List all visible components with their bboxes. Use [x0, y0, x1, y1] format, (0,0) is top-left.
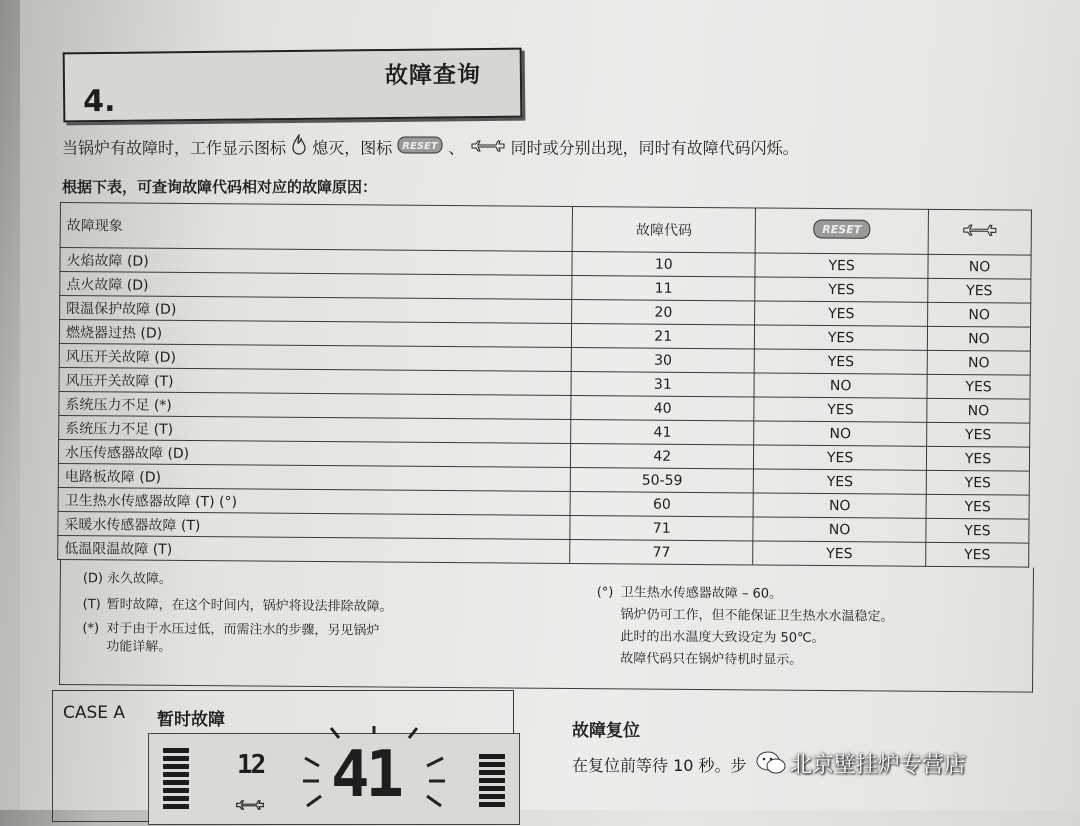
code-cell: 40	[571, 396, 754, 421]
fault-cell: 风压开关故障 (T)	[59, 367, 572, 395]
header-reset	[755, 208, 928, 254]
reset-cell: YES	[753, 541, 926, 566]
wrench-cell: YES	[926, 470, 1029, 495]
svg-text:RESET: RESET	[402, 141, 439, 152]
reset-cell: NO	[753, 517, 926, 542]
fault-cell: 火焰故障 (D)	[60, 248, 573, 276]
lcd-small-digits: 12	[237, 750, 265, 780]
wrench-cell: YES	[927, 374, 1030, 399]
fault-cell: 系统压力不足 (*)	[59, 391, 572, 419]
code-cell: 31	[571, 372, 754, 397]
wrench-icon	[962, 223, 998, 237]
wrench-cell: NO	[927, 398, 1030, 423]
svg-text:RESET: RESET	[822, 222, 862, 237]
wrench-cell: YES	[926, 494, 1029, 519]
reset-cell: YES	[753, 469, 926, 494]
fault-cell: 燃烧器过热 (D)	[59, 320, 572, 348]
wrench-cell: YES	[926, 446, 1029, 471]
lcd-display	[148, 733, 520, 825]
reset-cell: NO	[754, 373, 927, 398]
code-cell: 60	[570, 492, 753, 517]
reset-cell: NO	[754, 421, 927, 446]
wrench-cell: NO	[928, 254, 1031, 279]
fault-cell: 采暖水传感器故障 (T)	[58, 511, 571, 539]
header-code: 故障代码	[573, 207, 756, 253]
code-cell: 50-59	[571, 468, 754, 493]
code-cell: 21	[572, 324, 755, 349]
fault-cell: 风压开关故障 (D)	[59, 343, 572, 371]
wrench-icon	[470, 138, 506, 157]
fault-cell: 低温限温故障 (T)	[58, 535, 571, 563]
header-fault: 故障现象	[60, 203, 573, 252]
right-level-bars	[479, 754, 505, 810]
fault-cell: 电路板故障 (D)	[58, 463, 571, 491]
note-permanent: (D) 永久故障。	[82, 571, 172, 587]
section-title: 故障查询	[384, 62, 482, 90]
note-dhw-sensor: (°) 卫生热水传感器故障 – 60。 锅炉仍可工作，但不能保证卫生热水水温稳定。 此时的出水温度大致设定为 50℃。 故障代码只在锅炉待机时显示。	[596, 585, 894, 668]
reset-cell: NO	[753, 493, 926, 518]
reset-icon	[397, 135, 443, 159]
reset-cell: YES	[754, 445, 927, 470]
reset-cell: YES	[754, 397, 927, 422]
wrench-cell: YES	[926, 518, 1029, 543]
table-header-row	[60, 203, 1031, 256]
reset-cell: YES	[754, 349, 927, 374]
fault-code-table	[57, 202, 1032, 568]
wechat-icon	[756, 750, 786, 780]
reset-cell: YES	[755, 325, 928, 350]
case-label: CASE A	[63, 703, 126, 723]
reset-cell: YES	[755, 277, 928, 302]
wrench-cell: NO	[927, 326, 1030, 351]
case-title: 暂时故障	[157, 710, 225, 730]
reset-section-title: 故障复位	[572, 721, 640, 741]
wrench-cell: YES	[926, 542, 1029, 567]
section-number: 4.	[82, 83, 116, 120]
code-cell: 10	[572, 252, 755, 277]
intro-part2: 熄灭，图标	[312, 138, 393, 158]
reset-icon	[813, 217, 871, 241]
table-caption: 根据下表，可查询故障代码相对应的故障原因：	[62, 178, 378, 196]
left-level-bars	[163, 748, 189, 812]
code-cell: 41	[571, 420, 754, 445]
wrench-cell: YES	[927, 422, 1030, 447]
note-temporary: (T) 暂时故障，在这个时间内，锅炉将设法排除故障。	[82, 597, 393, 615]
note-low-pressure: (*) 对于由于水压过低，而需注水的步骤，另见锅炉 功能详解。	[82, 621, 380, 655]
code-cell: 11	[572, 276, 755, 301]
lcd-error-code: 41	[331, 738, 401, 812]
fault-cell: 点火故障 (D)	[60, 272, 573, 300]
code-cell: 71	[570, 516, 753, 541]
wrench-cell: YES	[928, 278, 1031, 303]
reset-cell: YES	[755, 301, 928, 326]
section-header	[63, 48, 523, 123]
notes-box	[59, 560, 1034, 693]
intro-part1: 当锅炉有故障时，工作显示图标	[62, 138, 287, 158]
fault-cell: 限温保护故障 (D)	[60, 296, 573, 324]
intro-part4: 同时或分别出现，同时有故障代码闪烁。	[510, 138, 799, 158]
code-cell: 77	[570, 540, 753, 565]
wrench-cell: NO	[928, 302, 1031, 327]
wrench-icon	[235, 796, 265, 815]
fault-cell: 水压传感器故障 (D)	[58, 439, 571, 467]
code-cell: 42	[571, 444, 754, 469]
reset-section-text: 在复位前等待 10 秒。步	[572, 756, 747, 775]
code-cell: 30	[572, 348, 755, 373]
fault-cell: 卫生热水传感器故障 (T) (°)	[58, 487, 571, 515]
intro-part3: 、	[448, 138, 465, 158]
watermark: 北京壁挂炉专营店	[790, 753, 967, 778]
header-wrench	[928, 209, 1031, 255]
reset-cell: YES	[755, 253, 928, 278]
fault-cell: 系统压力不足 (T)	[59, 415, 572, 443]
flame-icon	[291, 134, 307, 160]
intro-paragraph	[62, 134, 799, 160]
case-a-box	[52, 690, 514, 822]
wrench-cell: NO	[927, 350, 1030, 375]
code-cell: 20	[572, 300, 755, 325]
